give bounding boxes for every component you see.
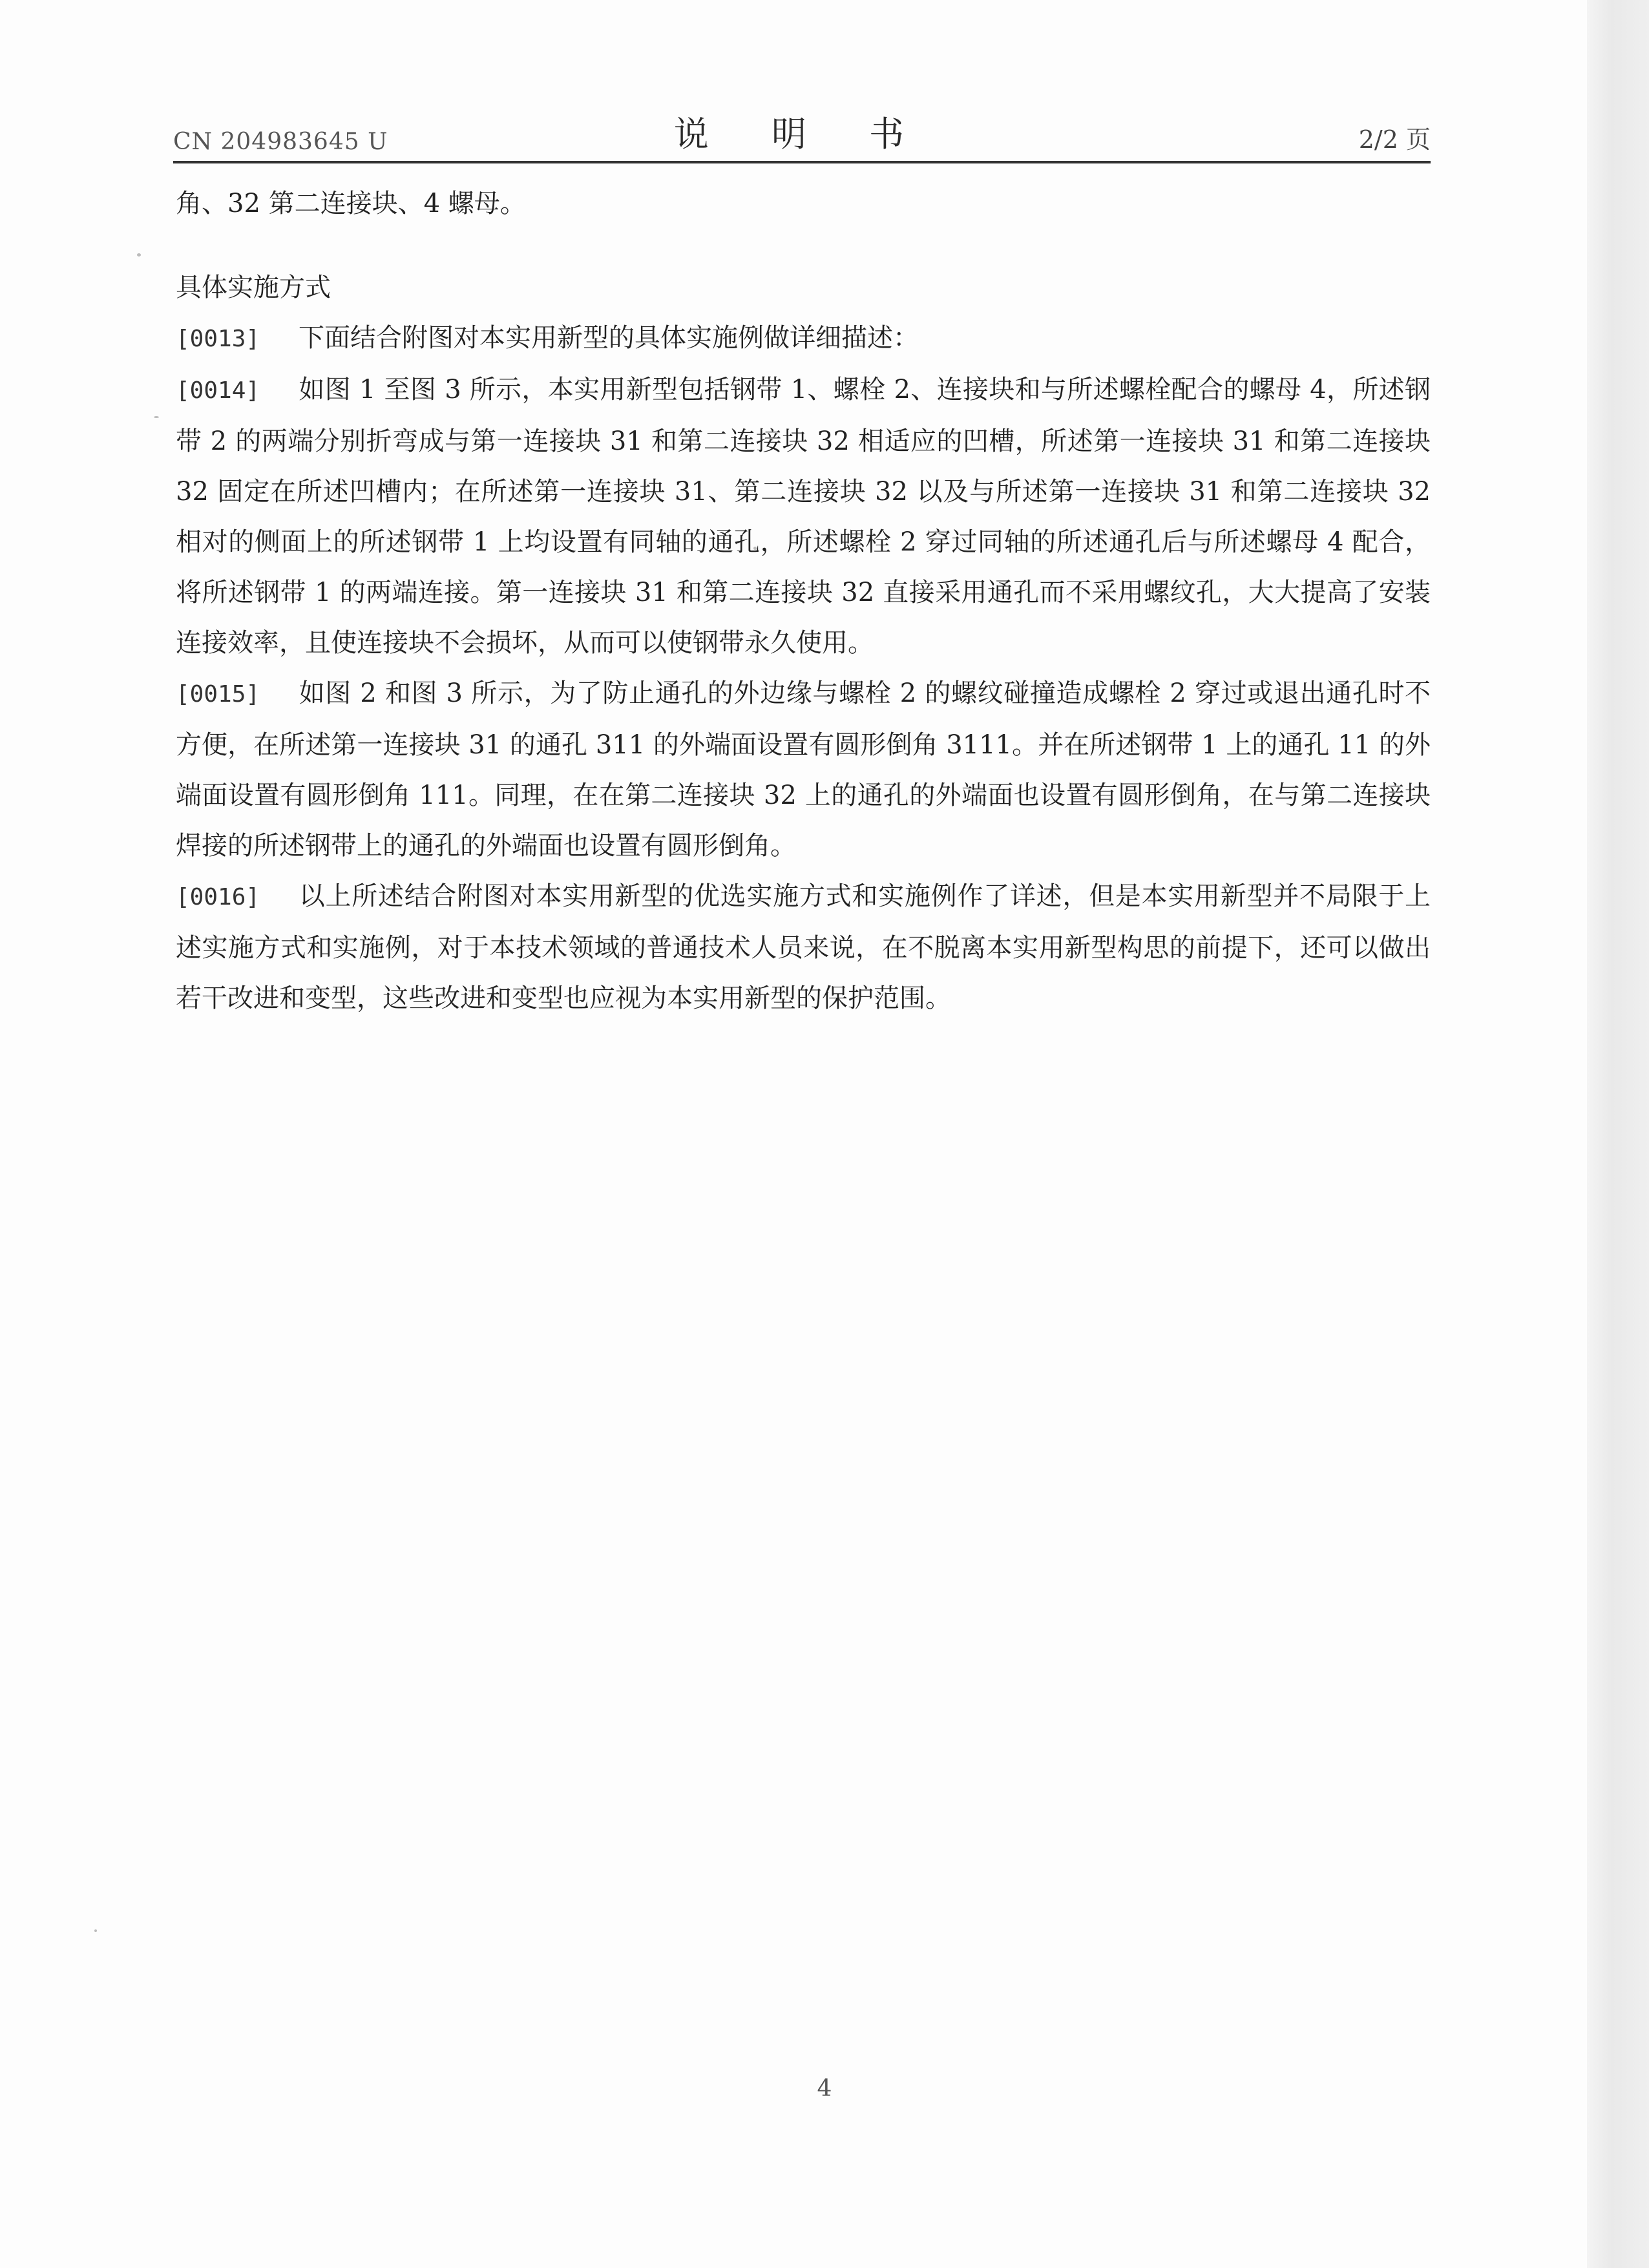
document-title: 说 明 书 <box>673 114 930 154</box>
section-heading: 具体实施方式 <box>176 273 331 302</box>
page-header <box>173 103 1431 162</box>
scan-speck <box>154 416 159 418</box>
paragraph-text: 以上所述结合附图对本实用新型的优选实施方式和实施例作了详述，但是本实用新型并不局限于上述实施方式和实施例，对于本技术领域的普通技术人员来说，在不脱离本实用新型构思的前提下，还可以做出若干改进和变型，这些改进和变型也应视为本实用新型的保护范围。 <box>176 881 1431 1013</box>
page-indicator: 2/2 页 <box>1358 125 1431 154</box>
continued-text: 角、32 第二连接块、4 螺母。 <box>176 189 526 218</box>
paragraph-0013 <box>176 313 1431 364</box>
patent-number: CN 204983645 U <box>173 129 388 155</box>
scan-edge-shadow <box>1587 0 1649 2268</box>
paragraph-0015 <box>176 668 1431 871</box>
paragraph-text: 下面结合附图对本实用新型的具体实施例做详细描述： <box>299 323 919 353</box>
scan-speck <box>94 1929 97 1932</box>
paragraph-text: 如图 2 和图 3 所示，为了防止通孔的外边缘与螺栓 2 的螺纹碰撞造成螺栓 2 穿过或退出通孔时不方便，在所述第一连接块 31 的通孔 311 的外端面设置有圆形倒角 3111。并在所述钢带 1 上的通孔 11 的外端面设置有圆形倒角 111。同理，在在第二连接块 32 上的通孔的外端面也设置有圆形倒角，在与第二连接块焊接的所述钢带上的通孔的外端面也设置有圆形倒角。 <box>176 678 1431 861</box>
paragraph-text: 如图 1 至图 3 所示，本实用新型包括钢带 1、螺栓 2、连接块和与所述螺栓配合的螺母 4，所述钢带 2 的两端分别折弯成与第一连接块 31 和第二连接块 32 相适应的凹槽，所述第一连接块 31 和第二连接块 32 固定在所述凹槽内；在所述第一连接块 31、第二连接块 32 以及与所述第一连接块 31 和第二连接块 32 相对的侧面上的所述钢带 1 上均设置有同轴的通孔，所述螺栓 2 穿过同轴的所述通孔后与所述螺母 4 配合，将所述钢带 1 的两端连接。第一连接块 31 和第二连接块 32 直接采用通孔而不采用螺纹孔，大大提高了安装连接效率，且使连接块不会损坏，从而可以使钢带永久使用。 <box>176 375 1431 658</box>
paragraph-number: [0013] <box>176 326 260 352</box>
paragraph-number: [0015] <box>176 681 260 708</box>
header-divider <box>173 161 1431 163</box>
paragraph-number: [0016] <box>176 884 260 910</box>
document-body <box>176 178 1431 1024</box>
paragraph-0016 <box>176 871 1431 1024</box>
page-number: 4 <box>817 2075 832 2102</box>
paragraph-0014 <box>176 364 1431 668</box>
scan-speck <box>137 253 141 257</box>
paragraph-number: [0014] <box>176 377 260 404</box>
